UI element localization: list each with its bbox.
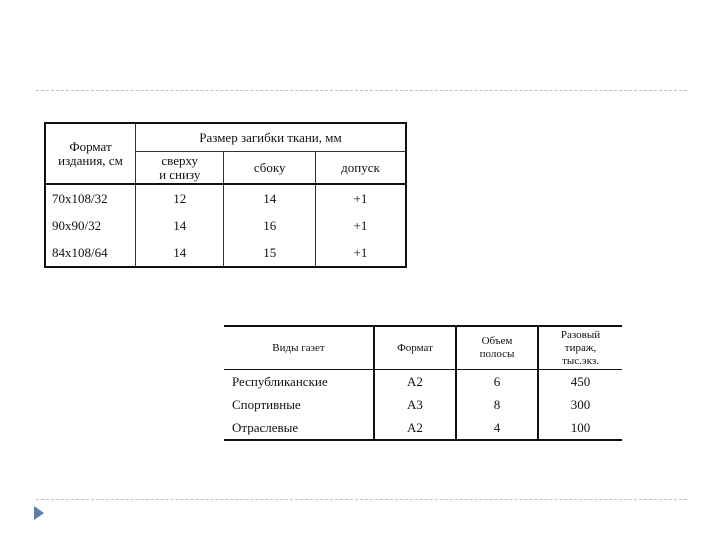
circulation-cell: 450 xyxy=(538,370,622,394)
tolerance-cell: +1 xyxy=(315,184,406,212)
top-bottom-header xyxy=(135,152,223,185)
newspaper-types-table xyxy=(224,325,622,441)
side-cell: 16 xyxy=(224,212,315,239)
tolerance-cell: +1 xyxy=(315,239,406,267)
circulation-header-line1: Разовый xyxy=(560,328,601,341)
table-row xyxy=(224,370,622,394)
side-cell: 15 xyxy=(224,239,315,267)
side-header: сбоку xyxy=(224,152,315,185)
format-header-line1: Формат xyxy=(69,138,112,154)
format-header: Формат xyxy=(374,326,456,370)
next-slide-arrow-icon[interactable] xyxy=(34,506,44,520)
fabric-fold-table xyxy=(44,122,407,268)
table-row xyxy=(45,212,406,239)
type-cell: Отраслевые xyxy=(232,420,299,435)
format-header xyxy=(45,123,135,184)
side-cell: 14 xyxy=(224,184,315,212)
top-bottom-cell: 12 xyxy=(135,184,223,212)
table-row xyxy=(45,184,406,212)
table-row xyxy=(224,416,622,440)
circulation-header xyxy=(538,326,622,370)
format-header-line2: издания, см xyxy=(58,152,123,168)
tolerance-cell: +1 xyxy=(315,212,406,239)
circulation-header-line2: тираж, xyxy=(564,341,597,354)
type-cell: Республиканские xyxy=(232,374,328,389)
bottom-divider xyxy=(36,499,687,500)
top-bottom-header-line1: сверху xyxy=(161,152,199,168)
type-cell: Спортивные xyxy=(232,397,301,412)
format-cell: А2 xyxy=(374,370,456,394)
top-bottom-cell: 14 xyxy=(135,212,223,239)
format-cell: А2 xyxy=(374,416,456,440)
top-bottom-header-line2: и снизу xyxy=(159,166,201,182)
volume-cell: 4 xyxy=(456,416,538,440)
format-cell: 84х108/64 xyxy=(45,239,135,267)
circulation-header-line3: тыс.экз. xyxy=(562,354,599,367)
top-divider xyxy=(36,90,687,91)
fold-size-header: Размер загибки ткани, мм xyxy=(135,123,406,152)
volume-header-line1: Объем xyxy=(481,335,513,347)
tolerance-header: допуск xyxy=(315,152,406,185)
format-cell: А3 xyxy=(374,393,456,416)
top-bottom-cell: 14 xyxy=(135,239,223,267)
format-cell: 70х108/32 xyxy=(45,184,135,212)
type-header: Виды газет xyxy=(224,326,374,370)
volume-cell: 6 xyxy=(456,370,538,394)
circulation-cell: 100 xyxy=(538,416,622,440)
circulation-cell: 300 xyxy=(538,393,622,416)
volume-cell: 8 xyxy=(456,393,538,416)
table-row xyxy=(224,393,622,416)
volume-header-line2: полосы xyxy=(479,348,515,360)
format-cell: 90х90/32 xyxy=(45,212,135,239)
volume-header xyxy=(456,326,538,370)
table-row xyxy=(45,239,406,267)
